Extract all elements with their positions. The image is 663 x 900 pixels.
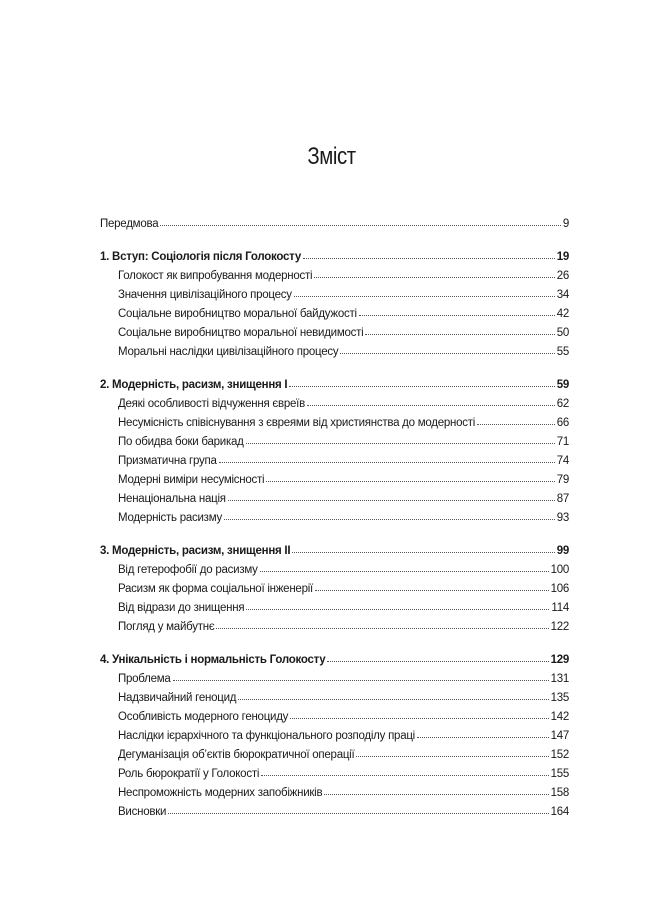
toc-subentry[interactable] xyxy=(100,320,569,339)
toc-subentry[interactable] xyxy=(100,486,569,505)
entry-title: 2. Модерність, расизм, знищення I xyxy=(100,379,288,391)
page-title: Зміст xyxy=(307,143,356,170)
entry-title: Расизм як форма соціальної інженерії xyxy=(118,583,313,595)
toc-section xyxy=(100,647,569,818)
page-number: 71 xyxy=(556,436,569,448)
page-number: 62 xyxy=(556,398,569,410)
dot-leader xyxy=(356,755,548,757)
page-number: 66 xyxy=(556,417,569,429)
dot-leader xyxy=(228,499,555,501)
dot-leader xyxy=(315,589,549,591)
page-number: 114 xyxy=(551,602,569,614)
dot-leader xyxy=(173,679,549,681)
dot-leader xyxy=(359,314,555,316)
entry-title: Від гетерофобії до расизму xyxy=(118,564,258,576)
toc-subentry[interactable] xyxy=(100,576,569,595)
entry-title: Модерні виміри несумісності xyxy=(118,474,265,486)
dot-leader xyxy=(238,698,548,700)
dot-leader xyxy=(261,774,548,776)
dot-leader xyxy=(216,627,548,629)
toc-subentry[interactable] xyxy=(100,666,569,685)
entry-title: Несумісність співіснування з євреями від християнства до модерності xyxy=(118,417,476,429)
entry-title: Наслідки ієрархічного та функціонального розподілу праці xyxy=(118,730,415,742)
toc-subentry[interactable] xyxy=(100,391,569,410)
entry-title: Соціальне виробництво моральної невидимості xyxy=(118,327,364,339)
dot-leader xyxy=(417,736,549,738)
page-number: 9 xyxy=(562,218,569,230)
page-number: 79 xyxy=(556,474,569,486)
page-number: 34 xyxy=(556,289,569,301)
toc-subentry[interactable] xyxy=(100,410,569,429)
toc-subentry[interactable] xyxy=(100,780,569,799)
entry-title: Особливість модерного геноциду xyxy=(118,711,289,723)
toc-subentry[interactable] xyxy=(100,723,569,742)
dot-leader xyxy=(327,660,548,662)
toc-section xyxy=(100,211,569,230)
page-number: 55 xyxy=(556,346,569,358)
page-number: 42 xyxy=(556,308,569,320)
toc-entry[interactable] xyxy=(100,372,569,391)
entry-title: Соціальне виробництво моральної байдужості xyxy=(118,308,357,320)
toc-subentry[interactable] xyxy=(100,614,569,633)
page-number: 100 xyxy=(550,564,569,576)
page-number: 131 xyxy=(550,673,569,685)
entry-title: Ненаціональна нація xyxy=(118,493,226,505)
page-number: 19 xyxy=(556,251,569,263)
page-number: 135 xyxy=(550,692,569,704)
dot-leader xyxy=(168,812,548,814)
dot-leader xyxy=(246,442,555,444)
page-number: 50 xyxy=(556,327,569,339)
entry-title: Надзвичайний геноцид xyxy=(118,692,237,704)
dot-leader xyxy=(246,608,549,610)
entry-title: Дегуманізація об’єктів бюрократичної операції xyxy=(118,749,355,761)
page-number: 158 xyxy=(550,787,569,799)
toc-subentry[interactable] xyxy=(100,799,569,818)
page-number: 152 xyxy=(550,749,569,761)
dot-leader xyxy=(219,461,555,463)
entry-title: Роль бюрократії у Голокості xyxy=(118,768,260,780)
toc-section xyxy=(100,372,569,524)
entry-title: Неспроможність модерних запобіжників xyxy=(118,787,323,799)
entry-title: Моральні наслідки цивілізаційного процесу xyxy=(118,346,339,358)
toc-subentry[interactable] xyxy=(100,429,569,448)
page-number: 99 xyxy=(556,545,569,557)
toc-section xyxy=(100,538,569,633)
dot-leader xyxy=(307,404,555,406)
dot-leader xyxy=(324,793,548,795)
dot-leader xyxy=(266,480,554,482)
entry-title: Проблема xyxy=(118,673,171,685)
toc-subentry[interactable] xyxy=(100,282,569,301)
entry-title: 1. Вступ: Соціологія після Голокосту xyxy=(100,251,301,263)
toc-subentry[interactable] xyxy=(100,263,569,282)
page-number: 129 xyxy=(550,654,569,666)
page-number: 93 xyxy=(556,512,569,524)
dot-leader xyxy=(294,295,555,297)
toc-entry[interactable] xyxy=(100,538,569,557)
entry-title: Значення цивілізаційного процесу xyxy=(118,289,292,301)
entry-title: Від відрази до знищення xyxy=(118,602,245,614)
entry-title: Голокост як випробування модерності xyxy=(118,270,313,282)
page-number: 59 xyxy=(556,379,569,391)
toc-subentry[interactable] xyxy=(100,685,569,704)
page-number: 147 xyxy=(550,730,569,742)
dot-leader xyxy=(292,551,554,553)
page-number: 26 xyxy=(556,270,569,282)
dot-leader xyxy=(224,518,555,520)
dot-leader xyxy=(290,717,548,719)
toc-entry[interactable] xyxy=(100,647,569,666)
entry-title: Погляд у майбутнє xyxy=(118,621,215,633)
page-number: 164 xyxy=(550,806,569,818)
entry-title: Призматична група xyxy=(118,455,217,467)
dot-leader xyxy=(160,224,561,226)
dot-leader xyxy=(289,385,554,387)
entry-title: По обидва боки барикад xyxy=(118,436,244,448)
toc-subentry[interactable] xyxy=(100,557,569,576)
page-number: 155 xyxy=(550,768,569,780)
entry-title: 3. Модерність, расизм, знищення II xyxy=(100,545,291,557)
page-number: 106 xyxy=(550,583,569,595)
toc-subentry[interactable] xyxy=(100,339,569,358)
toc-subentry[interactable] xyxy=(100,595,569,614)
toc-entry[interactable] xyxy=(100,244,569,263)
table-of-contents xyxy=(100,211,569,832)
toc-subentry[interactable] xyxy=(100,301,569,320)
entry-title: Модерність расизму xyxy=(118,512,222,524)
dot-leader xyxy=(340,352,554,354)
toc-entry[interactable] xyxy=(100,211,569,230)
toc-subentry[interactable] xyxy=(100,448,569,467)
dot-leader xyxy=(314,276,554,278)
entry-title: Висновки xyxy=(118,806,167,818)
toc-subentry[interactable] xyxy=(100,704,569,723)
toc-subentry[interactable] xyxy=(100,467,569,486)
dot-leader xyxy=(260,570,549,572)
entry-title: Передмова xyxy=(100,218,159,230)
toc-subentry[interactable] xyxy=(100,742,569,761)
dot-leader xyxy=(365,333,554,335)
dot-leader xyxy=(303,257,555,259)
page-number: 87 xyxy=(556,493,569,505)
entry-title: 4. Унікальність і нормальність Голокосту xyxy=(100,654,326,666)
dot-leader xyxy=(477,423,555,425)
page-number: 74 xyxy=(556,455,569,467)
page-number: 142 xyxy=(550,711,569,723)
toc-section xyxy=(100,244,569,358)
toc-subentry[interactable] xyxy=(100,761,569,780)
entry-title: Деякі особливості відчуження євреїв xyxy=(118,398,305,410)
toc-subentry[interactable] xyxy=(100,505,569,524)
page-number: 122 xyxy=(550,621,569,633)
